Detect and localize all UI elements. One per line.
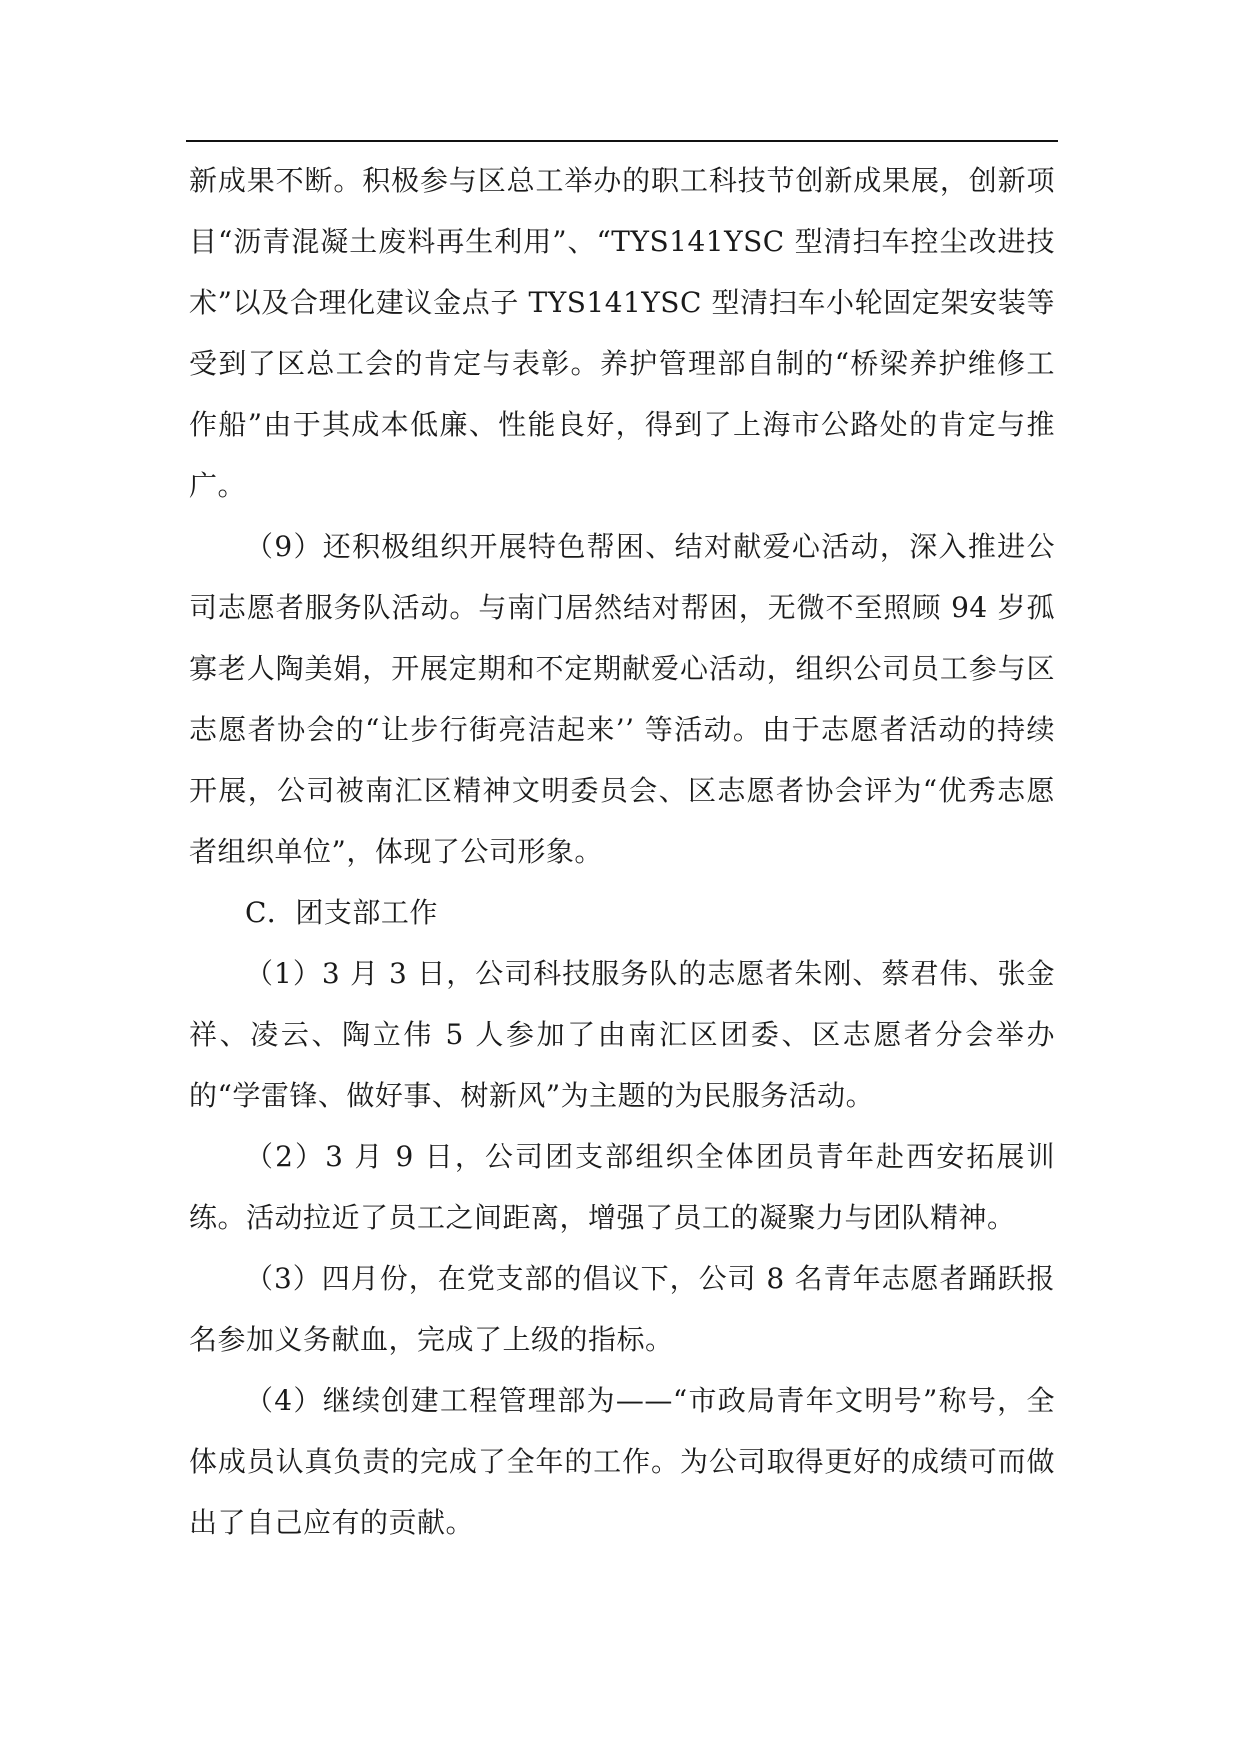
paragraph-continuation: 新成果不断。积极参与区总工举办的职工科技节创新成果展，创新项目“沥青混凝土废料再生利用”、“TYS141YSC 型清扫车控尘改进技术”以及合理化建议金点子 TYS141YSC 型清扫车小轮固定架安装等受到了区总工会的肯定与表彰。养护管理部自制的“桥梁养护维修工作船”由于其成本低廉、性能良好，得到了上海市公路处的肯定与推广。	[189, 164, 1055, 502]
paragraph-item-2: （2）3 月 9 日，公司团支部组织全体团员青年赴西安拓展训练。活动拉近了员工之间距离，增强了员工的凝聚力与团队精神。	[189, 1140, 1055, 1234]
document-body	[189, 150, 1055, 1553]
paragraph-item-3: （3）四月份，在党支部的倡议下，公司 8 名青年志愿者踊跃报名参加义务献血，完成了上级的指标。	[189, 1262, 1055, 1356]
header-rule	[186, 140, 1058, 142]
paragraph-item-4: （4）继续创建工程管理部为——“市政局青年文明号”称号，全体成员认真负责的完成了全年的工作。为公司取得更好的成绩可而做出了自己应有的贡献。	[189, 1384, 1055, 1539]
paragraph-item-9: （9）还积极组织开展特色帮困、结对献爱心活动，深入推进公司志愿者服务队活动。与南门居然结对帮困，无微不至照顾 94 岁孤寡老人陶美娟，开展定期和不定期献爱心活动，组织公司员工参与区志愿者协会的“让步行街亮洁起来’’ 等活动。由于志愿者活动的持续开展，公司被南汇区精神文明委员会、区志愿者协会评为“优秀志愿者组织单位”，体现了公司形象。	[189, 530, 1055, 868]
paragraph-item-1: （1）3 月 3 日，公司科技服务队的志愿者朱刚、蔡君伟、张金祥、凌云、陶立伟 5 人参加了由南汇区团委、区志愿者分会举办的“学雷锋、做好事、树新风”为主题的为民服务活动。	[189, 957, 1055, 1112]
section-heading-league-branch: C．团支部工作	[245, 896, 438, 929]
